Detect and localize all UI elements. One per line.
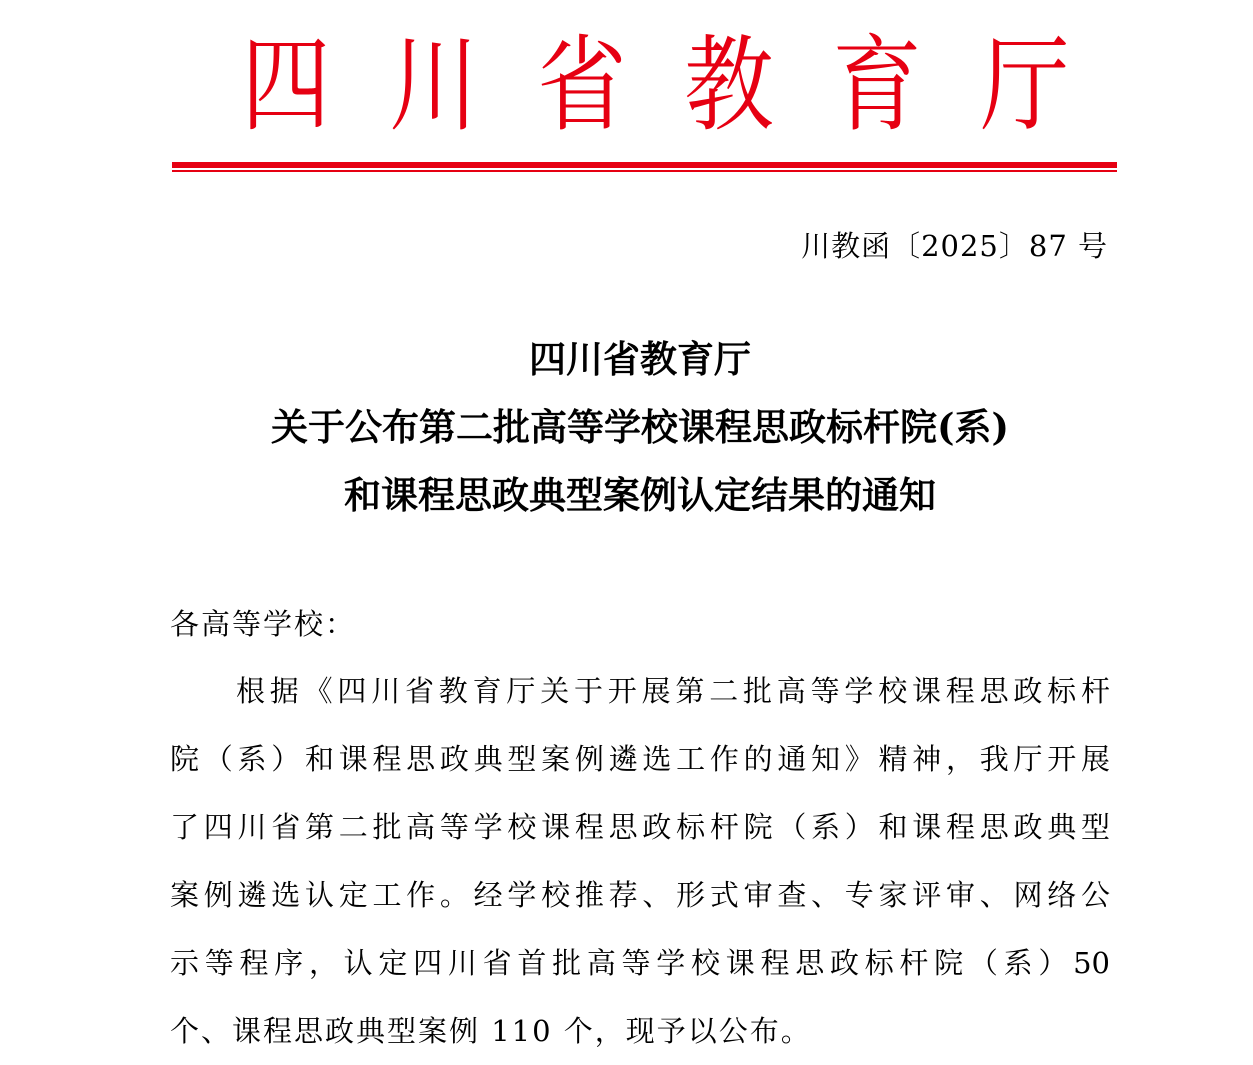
masthead-char: 教	[684, 24, 775, 146]
masthead-char: 育	[832, 24, 922, 146]
masthead-divider-thin	[172, 170, 1117, 172]
title-line-3: 和课程思政典型案例认定结果的通知	[344, 473, 936, 517]
masthead-char: 川	[389, 24, 479, 146]
title-line-1: 四川省教育厅	[529, 337, 751, 381]
body-line: 院（系）和课程思政典型案例遴选工作的通知》精神，我厅开展	[170, 742, 1110, 776]
body-line: 根据《四川省教育厅关于开展第二批高等学校课程思政标杆	[236, 674, 1110, 708]
body-line: 案例遴选认定工作。经学校推荐、形式审查、专家评审、网络公	[170, 878, 1110, 912]
title-line-2: 关于公布第二批高等学校课程思政标杆院(系)	[270, 405, 1009, 449]
document-number: 川教函〔2025〕87 号	[801, 229, 1108, 263]
masthead-char: 四	[241, 24, 331, 146]
body-line: 示等程序，认定四川省首批高等学校课程思政标杆院（系）50	[170, 946, 1110, 980]
body-line: 了四川省第二批高等学校课程思政标杆院（系）和课程思政典型	[170, 810, 1110, 844]
body-paragraph	[170, 657, 1110, 1065]
masthead-title	[172, 20, 1117, 150]
body-line: 个、课程思政典型案例 110 个，现予以公布。	[170, 1014, 812, 1048]
masthead-char: 厅	[980, 24, 1070, 146]
salutation: 各高等学校：	[170, 607, 357, 641]
masthead-divider-thick	[172, 162, 1117, 168]
masthead-char: 省	[536, 24, 627, 146]
document-title	[150, 325, 1130, 529]
